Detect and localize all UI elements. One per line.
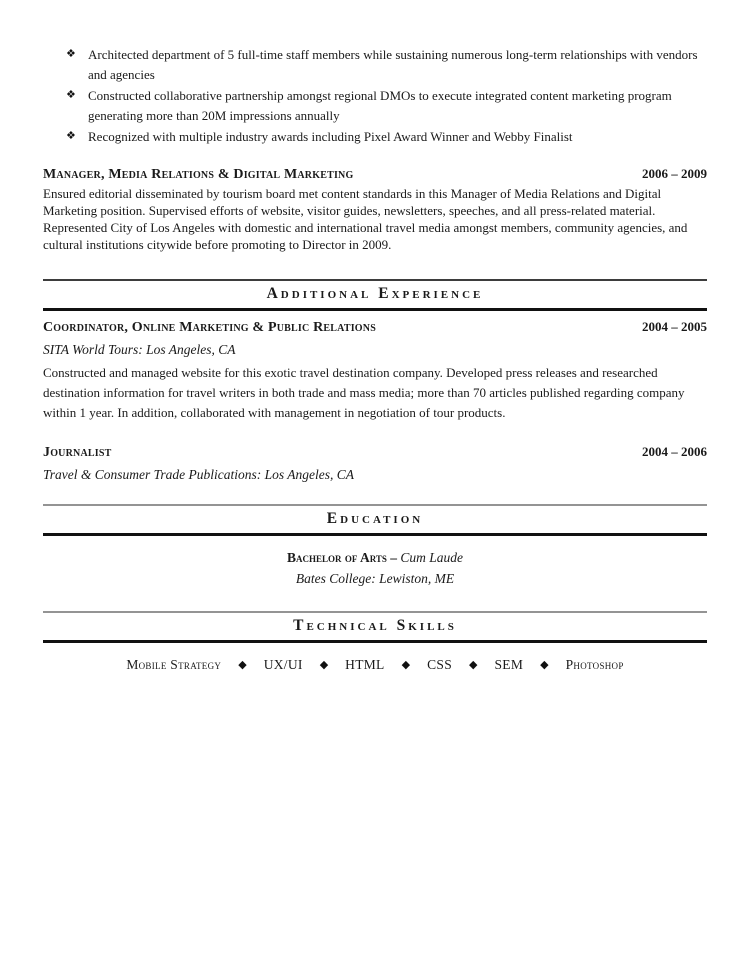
job-description: Ensured editorial disseminated by tourism board met content standards in this Manager of Media Relations and Digital Marketing position. Supervised efforts of website, visitor guides, newsletters, speeches, and all press-related material. Represented City of Los Angeles with domestic and international travel media amongst members, community agencies, and cultural institutions citywide before promoting to Director in 2009. xyxy=(43,185,688,253)
diamond-separator-icon: ◆ xyxy=(540,658,549,671)
bullet-diamond-icon: ❖ xyxy=(66,89,76,101)
job-title: Journalist xyxy=(43,445,112,461)
achievement-bullet-list xyxy=(43,45,707,147)
list-item xyxy=(66,86,707,125)
skill-item: UX/UI xyxy=(263,657,303,673)
education-school-line: Bates College: Lewiston, ME xyxy=(295,570,455,586)
section-header-education xyxy=(43,504,707,536)
job-title: Manager, Media Relations & Digital Marketing xyxy=(43,166,354,182)
job-title: Coordinator, Online Marketing & Public Relations xyxy=(43,319,376,335)
job-dates: 2006 – 2009 xyxy=(642,165,707,181)
section-header-additional-experience xyxy=(43,279,707,311)
job-header-coordinator xyxy=(43,319,707,336)
degree-name: Bachelor of Arts – xyxy=(286,550,401,566)
skill-item: Photoshop xyxy=(565,657,624,673)
job-description: Constructed and managed website for this exotic travel destination company. Developed press releases and researched destination information for travel writers in both trade and mass media; more than 70 articles published regarding company within 1 year. In addition, collaborated with management in negotiation of tour products. xyxy=(43,364,685,420)
education-block xyxy=(43,548,707,589)
education-degree-line xyxy=(43,548,707,569)
skill-item: SEM xyxy=(494,657,524,673)
job-header-journalist xyxy=(43,444,707,461)
list-item xyxy=(66,127,707,147)
job-dates: 2004 – 2005 xyxy=(642,318,707,334)
company-line: SITA World Tours: Los Angeles, CA xyxy=(43,341,236,357)
section-title: Additional Experience xyxy=(266,284,484,302)
diamond-separator-icon: ◆ xyxy=(319,658,329,671)
bullet-text: Constructed collaborative partnership amongst regional DMOs to execute integrated content marketing program generating more than 20M impressions annually xyxy=(88,88,672,123)
diamond-separator-icon: ◆ xyxy=(469,658,478,671)
diamond-separator-icon: ◆ xyxy=(238,658,247,671)
degree-honors: Cum Laude xyxy=(400,550,464,566)
section-title: Education xyxy=(326,510,424,528)
job-header-manager xyxy=(43,166,707,183)
skill-item: CSS xyxy=(427,657,452,673)
job-dates: 2004 – 2006 xyxy=(642,444,707,460)
section-header-technical-skills xyxy=(43,611,707,643)
bullet-diamond-icon: ❖ xyxy=(66,48,76,60)
bullet-diamond-icon: ❖ xyxy=(66,130,76,142)
skill-item: Mobile Strategy xyxy=(126,657,222,673)
skills-row xyxy=(43,657,707,673)
list-item xyxy=(66,45,707,84)
skill-item: HTML xyxy=(345,657,385,673)
section-title: Technical Skills xyxy=(293,617,457,635)
bullet-text: Recognized with multiple industry awards including Pixel Award Winner and Webby Finalist xyxy=(88,129,573,144)
bullet-text: Architected department of 5 full-time staff members while sustaining numerous long-term relationships with vendors and agencies xyxy=(88,47,698,82)
company-line: Travel & Consumer Trade Publications: Los Angeles, CA xyxy=(43,467,355,483)
diamond-separator-icon: ◆ xyxy=(401,658,411,671)
